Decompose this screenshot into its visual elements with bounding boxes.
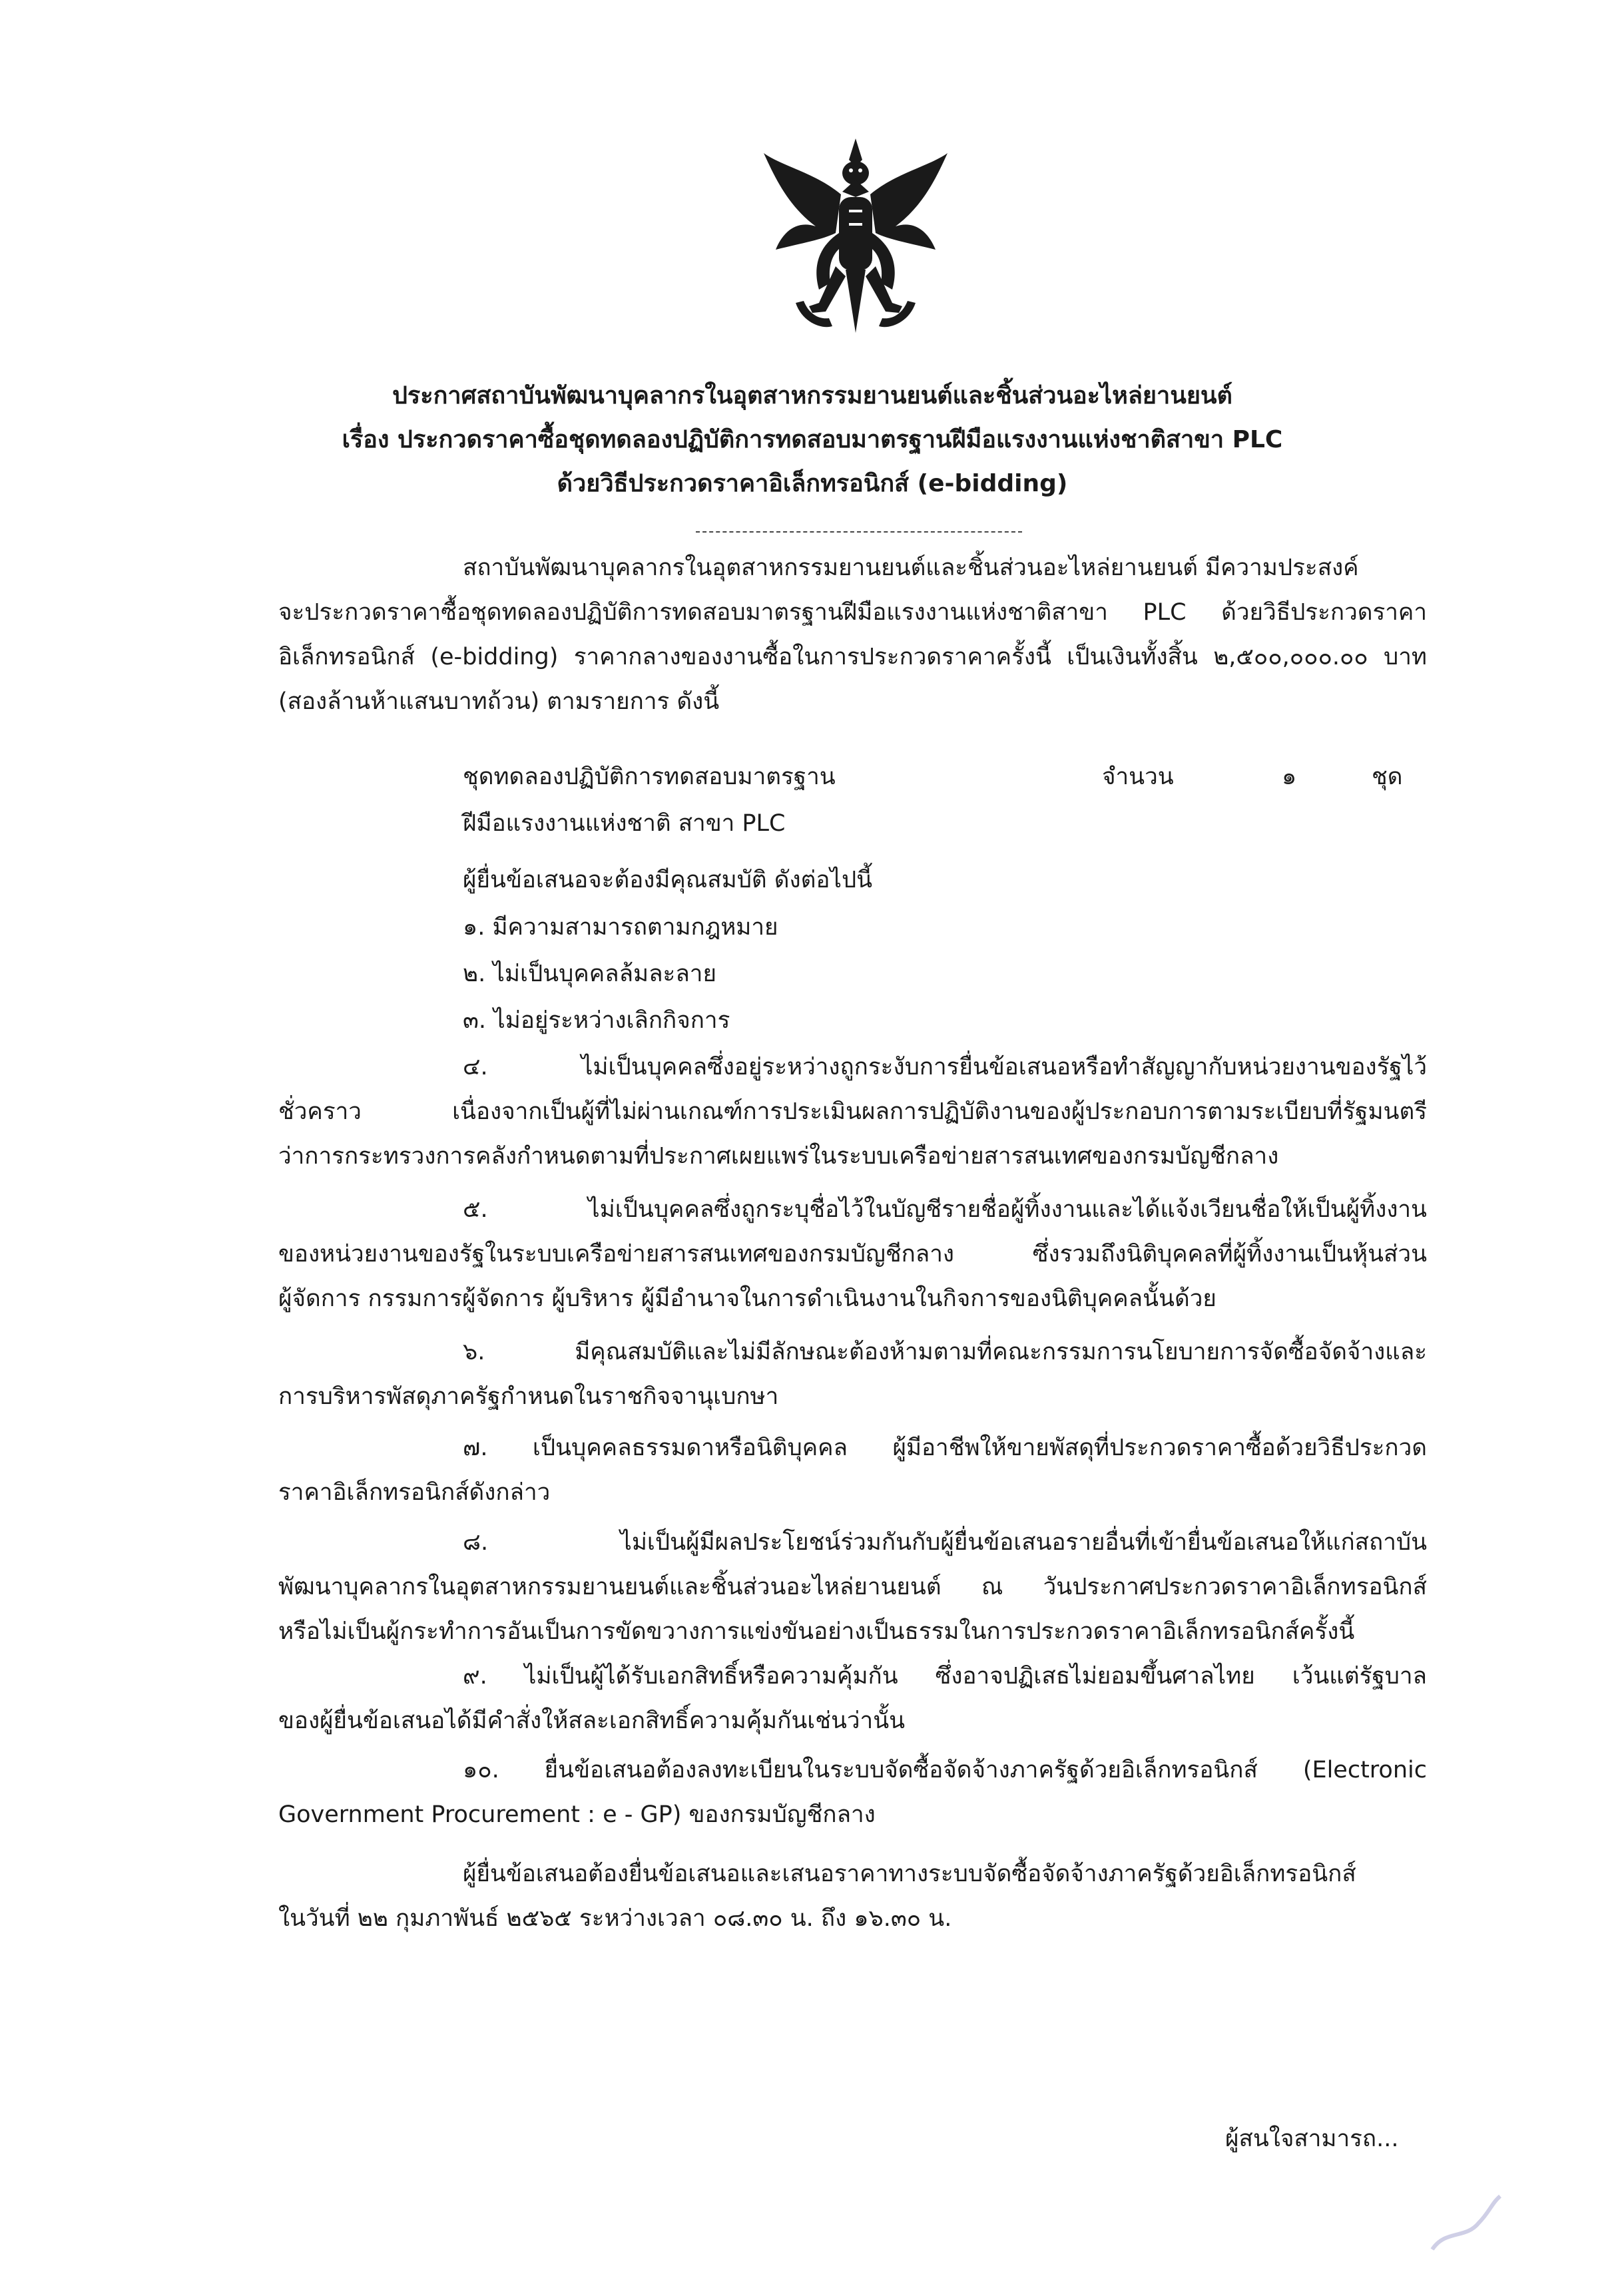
submission-datetime: ในวันที่ ๒๒ กุมภาพันธ์ ๒๕๖๕ ระหว่างเวลา ๐๘.๓๐ น. ถึง ๑๖.๓๐ น. (278, 1905, 952, 1932)
qualification-item-continued: พัฒนาบุคลากรในอุตสาหกรรมยานยนต์และชิ้นส่วนอะไหล่ยานยนต์ ณ วันประกาศประกวดราคาอิเล็กทรอนิกส์ (278, 1574, 1427, 1600)
qualification-item: ๑๐. ยื่นข้อเสนอต้องลงทะเบียนในระบบจัดซื้อจัดจ้างภาครัฐด้วยอิเล็กทรอนิกส์ (Electronic (463, 1757, 1427, 1783)
item-name-continued: ฝีมือแรงงานแห่งชาติ สาขา PLC (463, 810, 786, 837)
qualification-item-continued: ว่าการกระทรวงการคลังกำหนดตามที่ประกาศเผยแพร่ในระบบเครือข่ายสารสนเทศของกรมบัญชีกลาง (278, 1143, 1279, 1170)
qualification-item-continued: หรือไม่เป็นผู้กระทำการอันเป็นการขัดขวางการแข่งขันอย่างเป็นธรรมในการประกวดราคาอิเล็กทรอนิกส์ครั้งนี้ (278, 1618, 1355, 1645)
item-quantity-value: ๑ (1282, 764, 1297, 790)
announcement-method: ด้วยวิธีประกวดราคาอิเล็กทรอนิกส์ (e-bidding) (557, 470, 1068, 497)
item-name: ชุดทดลองปฏิบัติการทดสอบมาตรฐาน (463, 764, 836, 790)
intro-line: สถาบันพัฒนาบุคลากรในอุตสาหกรรมยานยนต์และชิ้นส่วนอะไหล่ยานยนต์ มีความประสงค์ (463, 555, 1359, 581)
qualification-item: ๕. ไม่เป็นบุคคลซึ่งถูกระบุชื่อไว้ในบัญชีรายชื่อผู้ทิ้งงานและได้แจ้งเวียนชื่อให้เป็นผู้ทิ้งงาน (463, 1196, 1427, 1223)
qualification-item: ๔. ไม่เป็นบุคคลซึ่งอยู่ระหว่างถูกระงับการยื่นข้อเสนอหรือทำสัญญากับหน่วยงานของรัฐไว้ (463, 1054, 1427, 1080)
qualification-item: ๓. ไม่อยู่ระหว่างเลิกกิจการ (463, 1007, 730, 1034)
item-quantity-unit: ชุด (1372, 764, 1403, 790)
title-divider (696, 531, 1022, 533)
item-quantity-label: จำนวน (1102, 764, 1174, 790)
continued-on-next-page: ผู้สนใจสามารถ... (1225, 2126, 1399, 2152)
intro-line: อิเล็กทรอนิกส์ (e-bidding) ราคากลางของงานซื้อในการประกวดราคาครั้งนี้ เป็นเงินทั้งสิ้น ๒,๕๐๐,๐๐๐.๐๐ บาท (278, 644, 1427, 670)
qualification-item: ๖. มีคุณสมบัติและไม่มีลักษณะต้องห้ามตามที่คณะกรรมการนโยบายการจัดซื้อจัดจ้างและ (463, 1339, 1427, 1365)
qualification-item: ๑. มีความสามารถตามกฎหมาย (463, 914, 778, 941)
qualification-item: ๘. ไม่เป็นผู้มีผลประโยชน์ร่วมกันกับผู้ยื่นข้อเสนอรายอื่นที่เข้ายื่นข้อเสนอให้แก่สถาบัน (463, 1529, 1427, 1556)
qualification-item-continued: ราคาอิเล็กทรอนิกส์ดังกล่าว (278, 1479, 551, 1506)
qualification-item-continued: ผู้จัดการ กรรมการผู้จัดการ ผู้บริหาร ผู้มีอำนาจในการดำเนินงานในกิจการของนิติบุคคลนั้นด้วย (278, 1285, 1217, 1312)
qualification-item-continued: ชั่วคราว เนื่องจากเป็นผู้ที่ไม่ผ่านเกณฑ์การประเมินผลการปฏิบัติงานของผู้ประกอบการตามระเบียบที่รัฐมนตรี (278, 1098, 1427, 1125)
qualification-item: ๗. เป็นบุคคลธรรมดาหรือนิติบุคคล ผู้มีอาชีพให้ขายพัสดุที่ประกวดราคาซื้อด้วยวิธีประกวด (463, 1435, 1427, 1461)
qualifications-intro: ผู้ยื่นข้อเสนอจะต้องมีคุณสมบัติ ดังต่อไปนี้ (463, 867, 873, 893)
garuda-emblem-icon (756, 133, 955, 340)
qualification-item: ๙. ไม่เป็นผู้ได้รับเอกสิทธิ์หรือความคุ้มกัน ซึ่งอาจปฏิเสธไม่ยอมขึ้นศาลไทย เว้นแต่รัฐบาล (463, 1663, 1427, 1690)
page-corner-mark (1426, 2176, 1505, 2256)
qualification-item-continued: การบริหารพัสดุภาครัฐกำหนดในราชกิจจานุเบกษา (278, 1383, 779, 1410)
intro-line: จะประกวดราคาซื้อชุดทดลองปฏิบัติการทดสอบมาตรฐานฝีมือแรงงานแห่งชาติสาขา PLC ด้วยวิธีประกวดราคา (278, 599, 1427, 626)
submission-paragraph: ผู้ยื่นข้อเสนอต้องยื่นข้อเสนอและเสนอราคาทางระบบจัดซื้อจัดจ้างภาครัฐด้วยอิเล็กทรอนิกส์ (463, 1861, 1356, 1887)
announcement-subject: เรื่อง ประกวดราคาซื้อชุดทดลองปฏิบัติการทดสอบมาตรฐานฝีมือแรงงานแห่งชาติสาขา PLC (342, 426, 1283, 453)
qualification-item-continued: ของหน่วยงานของรัฐในระบบเครือข่ายสารสนเทศของกรมบัญชีกลาง ซึ่งรวมถึงนิติบุคคลที่ผู้ทิ้งงานเป็นหุ้นส่วน (278, 1241, 1427, 1267)
qualification-item-continued: ของผู้ยื่นข้อเสนอได้มีคำสั่งให้สละเอกสิทธิ์ความคุ้มกันเช่นว่านั้น (278, 1708, 906, 1734)
qualification-item-continued: Government Procurement : e - GP) ของกรมบัญชีกลาง (278, 1801, 876, 1828)
qualification-item: ๒. ไม่เป็นบุคคลล้มละลาย (463, 961, 716, 987)
intro-line: (สองล้านห้าแสนบาทถ้วน) ตามรายการ ดังนี้ (278, 688, 720, 715)
announcement-title: ประกาศสถาบันพัฒนาบุคลากรในอุตสาหกรรมยานยนต์และชิ้นส่วนอะไหล่ยานยนต์ (392, 382, 1232, 409)
